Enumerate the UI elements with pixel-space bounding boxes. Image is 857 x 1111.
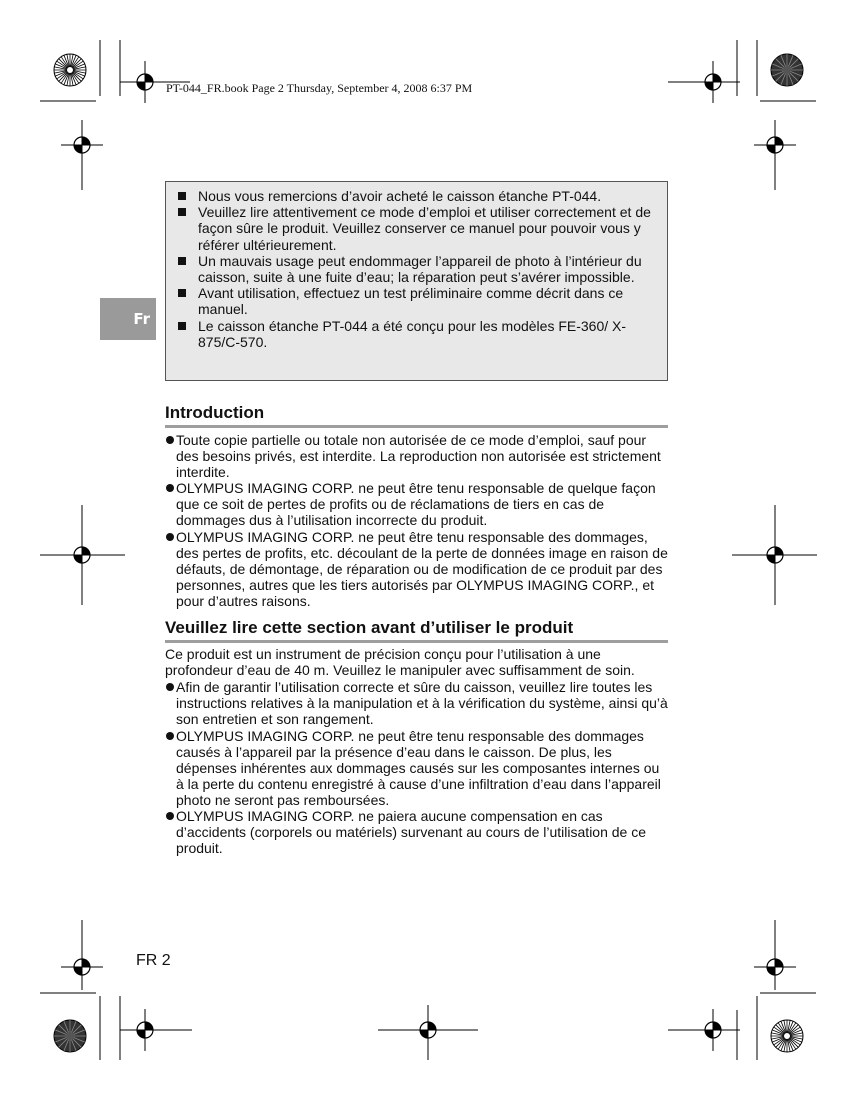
notice-item: Le caisson étanche PT-044 a été conçu pour les modèles FE-360/ X-875/C-570. xyxy=(174,318,659,350)
read-before-use-bullet: Afin de garantir l’utilisation correcte et sûre du caisson, veuillez lire toutes les instructions relatives à la manipulation et à la vérification du système, ainsi qu’à son entretien et son rangement. xyxy=(165,679,668,727)
read-before-use-section xyxy=(165,617,668,856)
book-header: PT-044_FR.book Page 2 Thursday, September 4, 2008 6:37 PM xyxy=(166,81,473,95)
introduction-bullet: OLYMPUS IMAGING CORP. ne peut être tenu responsable de quelque façon que ce soit de pertes de profits ou de réclamations de tiers en cas de dommages dus à l’utilisation incorrecte du produit. xyxy=(165,480,668,528)
read-before-use-heading: Veuillez lire cette section avant d’utiliser le produit xyxy=(165,617,668,643)
read-before-use-bullet: OLYMPUS IMAGING CORP. ne paiera aucune compensation en cas d’accidents (corporels ou matériels) survenant au cours de l’utilisation de ce produit. xyxy=(165,808,668,856)
notice-item: Veuillez lire attentivement ce mode d’emploi et utiliser correctement et de façon sûre le produit. Veuillez conserver ce manuel pour pouvoir vous y référer ultérieurement. xyxy=(174,204,659,253)
notice-item: Avant utilisation, effectuez un test préliminaire comme décrit dans ce manuel. xyxy=(174,285,659,317)
read-before-use-bullet: OLYMPUS IMAGING CORP. ne peut être tenu responsable des dommages causés à l’appareil par la présence d’eau dans le caisson. De plus, les dépenses inhérentes aux dommages causés sur les composantes internes ou à la perte du contenu enregistré à cause d’une infiltration d’eau dans l’appareil photo ne seront pas remboursées. xyxy=(165,728,668,808)
page-number: FR 2 xyxy=(136,952,171,969)
notice-item: Nous vous remercions d’avoir acheté le caisson étanche PT-044. xyxy=(174,188,659,204)
introduction-heading: Introduction xyxy=(165,402,668,428)
notice-box xyxy=(165,181,668,381)
introduction-section xyxy=(165,402,668,609)
introduction-bullet: OLYMPUS IMAGING CORP. ne peut être tenu responsable des dommages, des pertes de profits, etc. découlant de la perte de données image en raison de défauts, de démontage, de réparation ou de modification de ce produit par des personnes, autres que les tiers autorisés par OLYMPUS IMAGING CORP., et pour d’autres raisons. xyxy=(165,529,668,609)
notice-item: Un mauvais usage peut endommager l’appareil de photo à l’intérieur du caisson, suite à une fuite d’eau; la réparation peut s’avérer impossible. xyxy=(174,253,659,285)
introduction-bullet: Toute copie partielle ou totale non autorisée de ce mode d’emploi, sauf pour des besoins privés, est interdite. La reproduction non autorisée est strictement interdite. xyxy=(165,432,668,480)
main-content xyxy=(165,402,668,856)
read-before-use-intro: Ce produit est un instrument de précision conçu pour l’utilisation à une profondeur d’eau de 40 m. Veuillez le manipuler avec suffisamment de soin. xyxy=(165,646,635,679)
language-tab: Fr xyxy=(100,298,156,340)
